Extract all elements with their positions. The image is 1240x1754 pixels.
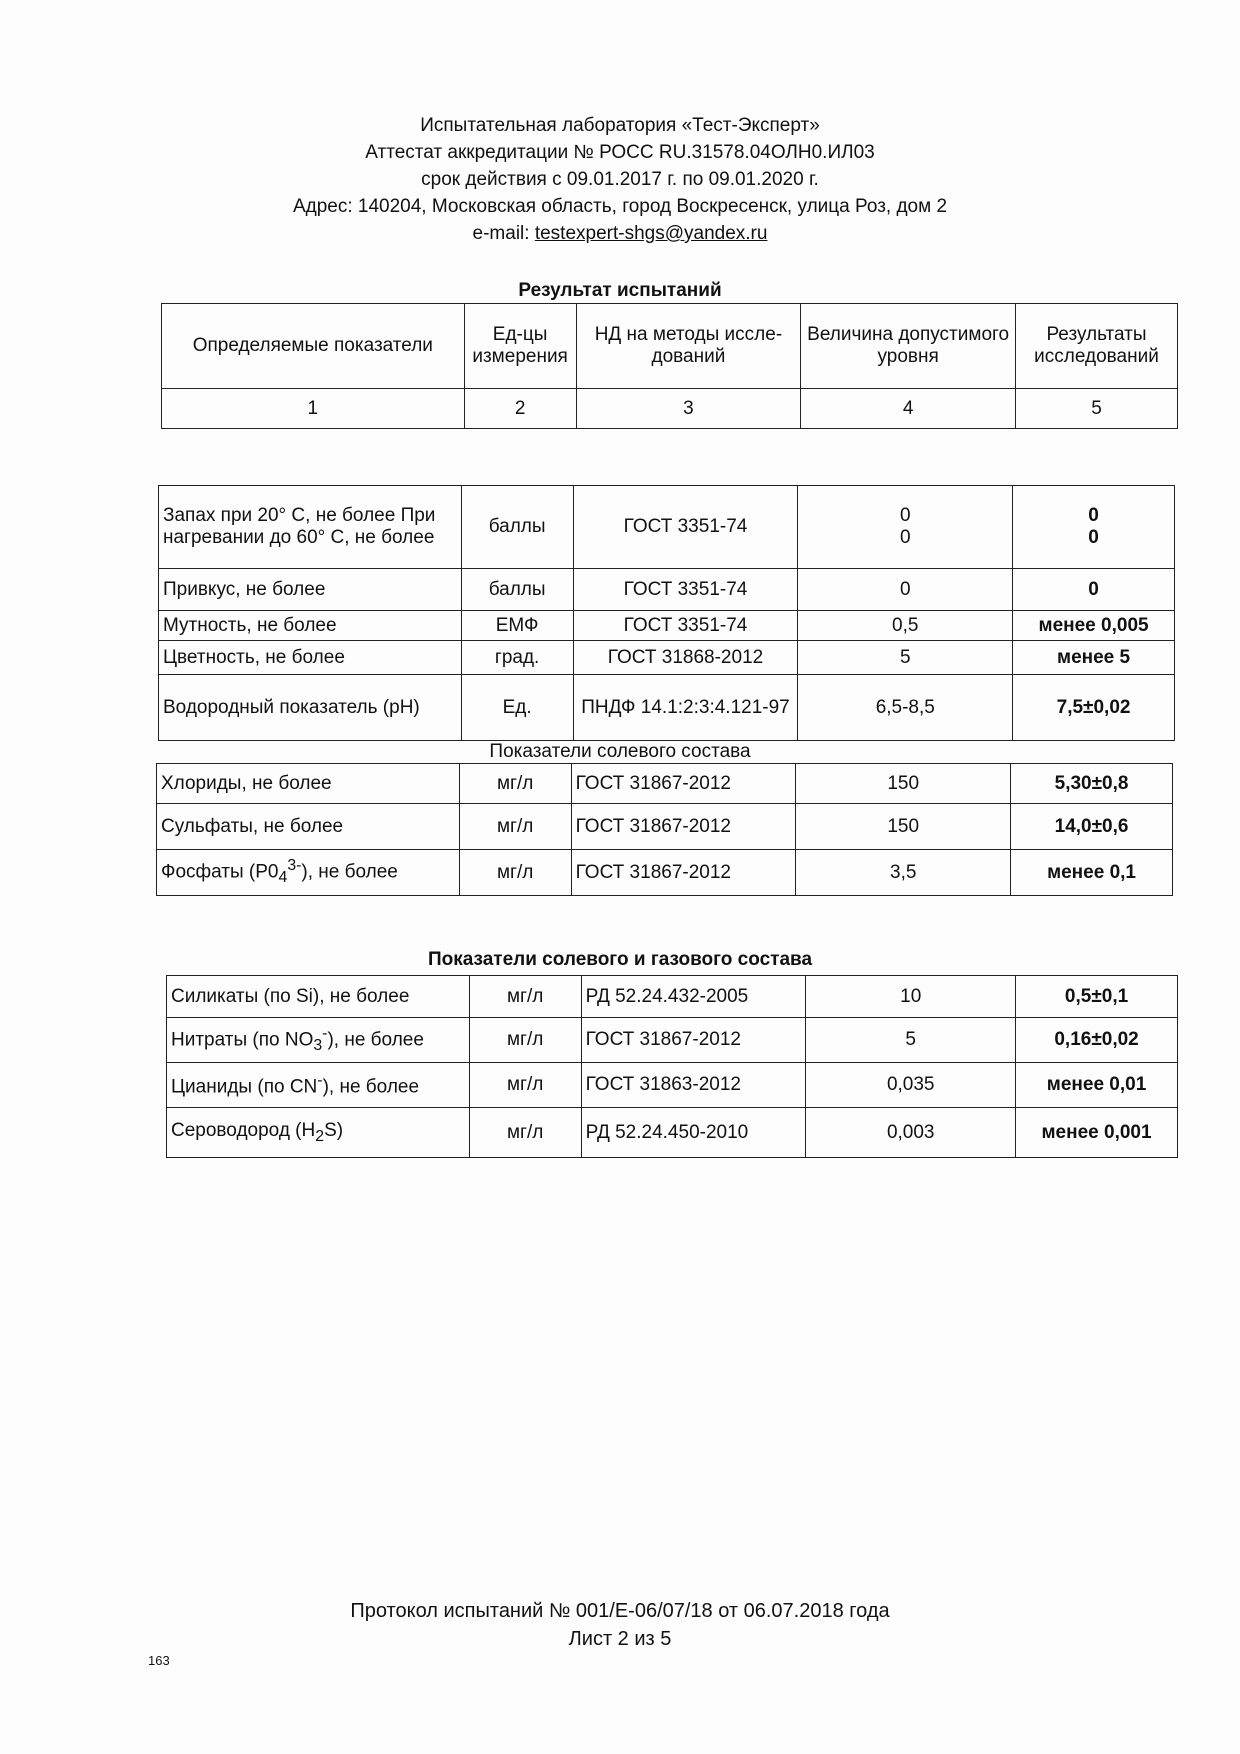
table-row <box>157 764 1173 804</box>
col-number-4: 4 <box>801 389 1016 429</box>
name-text: Нитраты (по NO <box>171 1029 314 1051</box>
unit: мг/л <box>459 764 571 804</box>
result: 0,5±0,1 <box>1016 976 1178 1018</box>
indicator-name: Запах при 20° С, не более При нагревании до 60° С, не более <box>159 486 462 569</box>
table-row <box>167 1063 1178 1108</box>
columns-header-row <box>162 304 1178 389</box>
table-row <box>159 486 1175 569</box>
indicator-name <box>157 850 460 896</box>
method: ГОСТ 3351-74 <box>573 486 798 569</box>
method: РД 52.24.450-2010 <box>581 1108 806 1158</box>
method: ГОСТ 3351-74 <box>573 569 798 611</box>
columns-number-row <box>162 389 1178 429</box>
accreditation: Аттестат аккредитации № РОСС RU.31578.04ОЛН0.ИЛ03 <box>365 142 875 163</box>
lab-header <box>0 112 1240 247</box>
unit: мг/л <box>469 976 581 1018</box>
result-value: 0 <box>1088 527 1099 548</box>
col-results: Результаты исследований <box>1016 304 1178 389</box>
unit: мг/л <box>459 804 571 850</box>
page-number: 163 <box>148 1653 170 1668</box>
limit-value: 0 <box>899 505 911 526</box>
gas-table <box>166 975 1178 1158</box>
limit: 0 <box>798 569 1013 611</box>
col-methods: НД на методы иссле-дований <box>576 304 801 389</box>
table-row <box>159 611 1175 641</box>
result: менее 5 <box>1013 641 1175 675</box>
limit: 6,5-8,5 <box>798 675 1013 741</box>
col-number-5: 5 <box>1016 389 1178 429</box>
table-row <box>167 976 1178 1018</box>
result: 0 <box>1013 569 1175 611</box>
result: 0,16±0,02 <box>1016 1018 1178 1063</box>
result: 14,0±0,6 <box>1011 804 1173 850</box>
columns-table <box>161 303 1178 429</box>
email-link[interactable]: testexpert-shgs@yandex.ru <box>534 223 768 244</box>
validity: срок действия с 09.01.2017 г. по 09.01.2020 г. <box>421 169 819 190</box>
page-footer <box>0 1597 1240 1653</box>
organoleptic-table <box>158 485 1175 741</box>
limit: 5 <box>806 1018 1016 1063</box>
indicator-name <box>167 1063 470 1108</box>
col-units: Ед-цы измерения <box>464 304 576 389</box>
unit: Ед. <box>461 675 573 741</box>
limit <box>798 486 1013 569</box>
result: 5,30±0,8 <box>1011 764 1173 804</box>
limit: 0,035 <box>806 1063 1016 1108</box>
table-row <box>167 1018 1178 1063</box>
col-indicators: Определяемые показатели <box>162 304 465 389</box>
name-subscript: 4 <box>278 869 288 887</box>
table-row <box>159 675 1175 741</box>
limit: 10 <box>806 976 1016 1018</box>
sheet-number: Лист 2 из 5 <box>568 1628 672 1650</box>
result: менее 0,005 <box>1013 611 1175 641</box>
method: ГОСТ 31868-2012 <box>573 641 798 675</box>
lab-name: Испытательная лаборатория «Тест-Эксперт» <box>420 115 820 136</box>
indicator-name <box>167 1018 470 1063</box>
method: РД 52.24.432-2005 <box>581 976 806 1018</box>
indicator-name: Хлориды, не более <box>157 764 460 804</box>
indicator-name: Сульфаты, не более <box>157 804 460 850</box>
method: ГОСТ 31863-2012 <box>581 1063 806 1108</box>
unit: мг/л <box>469 1108 581 1158</box>
indicator-name <box>167 1108 470 1158</box>
name-superscript: 3- <box>287 857 302 875</box>
limit: 150 <box>796 804 1011 850</box>
name-text: Фосфаты (P0 <box>161 861 279 883</box>
col-number-1: 1 <box>162 389 465 429</box>
limit: 0,003 <box>806 1108 1016 1158</box>
name-text: ), не более <box>327 1029 424 1051</box>
method: ГОСТ 3351-74 <box>573 611 798 641</box>
unit: мг/л <box>469 1063 581 1108</box>
col-limit: Величина допустимого уровня <box>801 304 1016 389</box>
email-line <box>0 220 1240 247</box>
method: ГОСТ 31867-2012 <box>571 850 796 896</box>
results-title: Результат испытаний <box>518 280 722 301</box>
name-text: ), не более <box>322 1076 420 1098</box>
result <box>1013 486 1175 569</box>
indicator-name: Цветность, не более <box>159 641 462 675</box>
email-label: e-mail: <box>472 223 530 244</box>
indicator-name: Мутность, не более <box>159 611 462 641</box>
table-row <box>159 641 1175 675</box>
col-number-2: 2 <box>464 389 576 429</box>
limit: 3,5 <box>796 850 1011 896</box>
protocol-number: Протокол испытаний № 001/Е-06/07/18 от 06.07.2018 года <box>350 1600 890 1622</box>
table-row <box>157 850 1173 896</box>
name-text: Сероводород (H <box>171 1119 316 1141</box>
method: ГОСТ 31867-2012 <box>581 1018 806 1063</box>
table-row <box>167 1108 1178 1158</box>
method: ГОСТ 31867-2012 <box>571 804 796 850</box>
result-value: 0 <box>1088 505 1099 526</box>
unit: мг/л <box>469 1018 581 1063</box>
table-row <box>157 804 1173 850</box>
indicator-name: Привкус, не более <box>159 569 462 611</box>
name-text: ), не более <box>301 861 398 883</box>
name-superscript: - <box>317 1071 323 1089</box>
unit: град. <box>461 641 573 675</box>
unit: мг/л <box>459 850 571 896</box>
result: менее 0,01 <box>1016 1063 1178 1108</box>
method: ГОСТ 31867-2012 <box>571 764 796 804</box>
name-text: Цианиды (по CN <box>171 1076 318 1098</box>
unit: баллы <box>461 569 573 611</box>
method: ПНДФ 14.1:2:3:4.121-97 <box>573 675 798 741</box>
unit: ЕМФ <box>461 611 573 641</box>
indicator-name: Силикаты (по Si), не более <box>167 976 470 1018</box>
salt-table <box>156 763 1173 896</box>
name-text: S) <box>324 1119 344 1141</box>
limit: 150 <box>796 764 1011 804</box>
result: менее 0,1 <box>1011 850 1173 896</box>
table-row <box>159 569 1175 611</box>
limit-value: 0 <box>899 527 911 548</box>
limit: 0,5 <box>798 611 1013 641</box>
salt-title: Показатели солевого состава <box>489 741 751 762</box>
name-subscript: 2 <box>315 1127 325 1145</box>
gas-title: Показатели солевого и газового состава <box>427 949 813 970</box>
address: Адрес: 140204, Московская область, город Воскресенск, улица Роз, дом 2 <box>292 196 948 217</box>
name-superscript: - <box>322 1024 328 1042</box>
indicator-name: Водородный показатель (pH) <box>159 675 462 741</box>
col-number-3: 3 <box>576 389 801 429</box>
result: 7,5±0,02 <box>1013 675 1175 741</box>
name-subscript: 3 <box>313 1037 323 1055</box>
limit: 5 <box>798 641 1013 675</box>
unit: баллы <box>461 486 573 569</box>
result: менее 0,001 <box>1016 1108 1178 1158</box>
